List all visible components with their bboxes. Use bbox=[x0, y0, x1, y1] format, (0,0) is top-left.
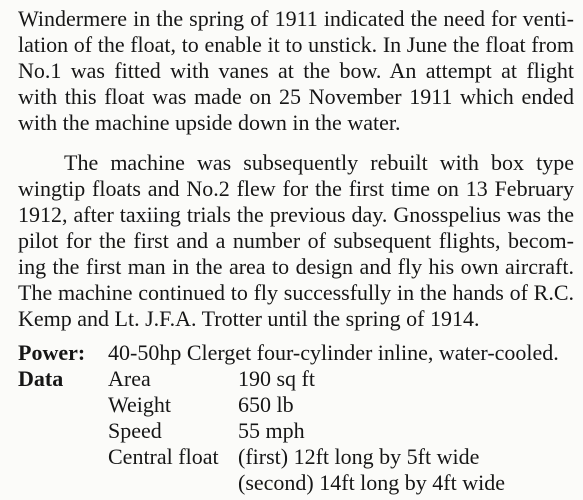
data-row-name: Area bbox=[108, 366, 151, 391]
paragraph2-line: ing the first man in the area to design and fly his own aircraft. bbox=[18, 254, 574, 279]
data-row-value: 55 mph bbox=[238, 418, 305, 443]
paragraph1-line: lation of the float, to enable it to unstick. In June the float from bbox=[18, 32, 574, 57]
data-row-value: 650 lb bbox=[238, 392, 294, 417]
data-label: Data bbox=[18, 366, 64, 391]
data-row-name: Speed bbox=[108, 418, 162, 443]
data-row-name: Central float bbox=[108, 444, 219, 469]
power-label: Power: bbox=[18, 340, 86, 365]
paragraph2-line: Kemp and Lt. J.F.A. Trotter until the spring of 1914. bbox=[18, 306, 480, 331]
paragraph2-line: pilot for the first and a number of subsequent flights, becom- bbox=[18, 228, 574, 253]
paragraph2-line: 1912, after taxiing trials the previous day. Gnosspelius was the bbox=[18, 202, 574, 227]
paragraph2-line: The machine continued to fly successfully in the hands of R.C. bbox=[18, 280, 574, 305]
paragraph1-line: with this float was made on 25 November 1911 which ended bbox=[18, 84, 574, 109]
data-row-value: 190 sq ft bbox=[238, 366, 315, 391]
paragraph1-line: with the machine upside down in the water. bbox=[18, 110, 401, 135]
paragraph2-line: wingtip floats and No.2 flew for the first time on 13 February bbox=[18, 176, 574, 201]
paragraph1-line: Windermere in the spring of 1911 indicated the need for venti- bbox=[18, 6, 574, 31]
data-row-name: Weight bbox=[108, 392, 171, 417]
paragraph1-line: No.1 was fitted with vanes at the bow. An attempt at flight bbox=[18, 58, 574, 83]
paragraph2-line: The machine was subsequently rebuilt with box type bbox=[64, 150, 574, 175]
data-row-value: (first) 12ft long by 5ft wide bbox=[238, 444, 480, 469]
power-value: 40-50hp Clerget four-cylinder inline, water-cooled. bbox=[108, 340, 559, 365]
data-row-continuation: (second) 14ft long by 4ft wide bbox=[238, 470, 505, 495]
